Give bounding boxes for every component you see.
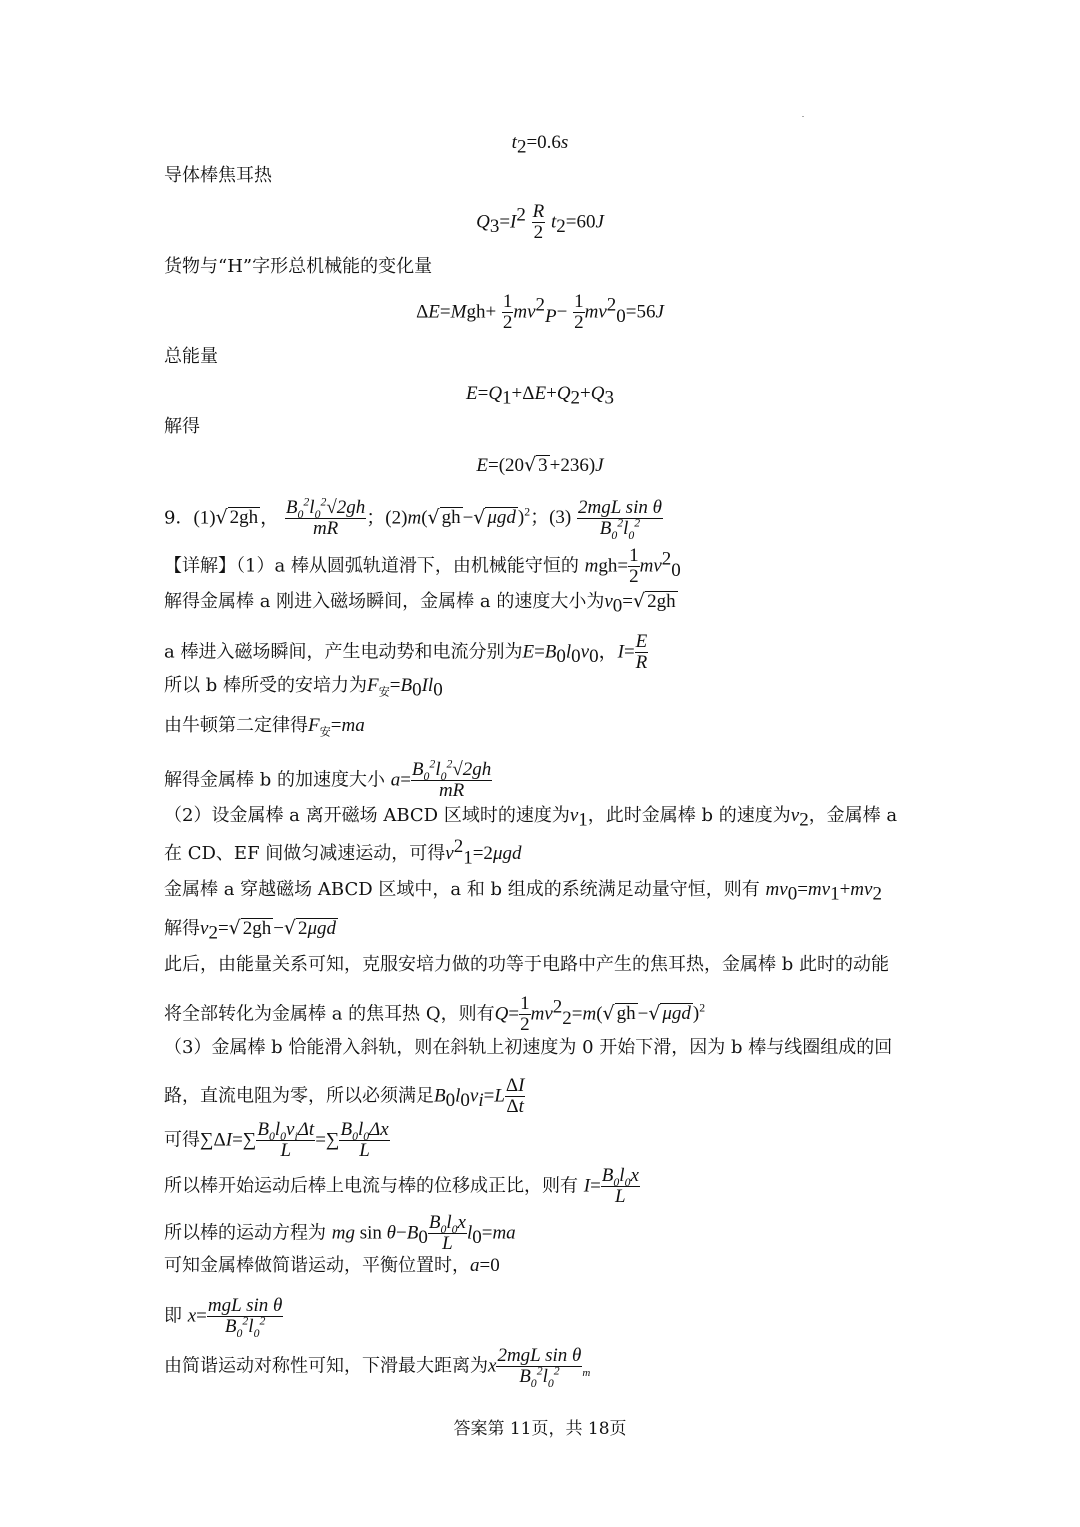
detail-part3-line8: 由简谐运动对称性可知，下滑最大距离为x $\frac{\text{2mgL sin θ}}{B_0^2l_0^2}$ $_m$ [164,1345,591,1390]
heading-total-energy: 总能量 [164,346,218,367]
scan-mark [802,116,804,117]
detail-part1-line4: 所以 b 棒所受的安培力为$F_安=B_0Il_0$ [164,675,443,701]
detail-part1-line3: a 棒进入磁场瞬间，产生电动势和电流分别为$E=B_0l_0v_0$，I= $\frac{E}{R}$ [164,631,648,673]
detail-part1-line6: 解得金属棒 b 的加速度大小 a= $\frac{B_0^2l_0^2√2gh}{mR}$ [164,757,492,801]
detail-part3-line1: （3）金属棒 b 恰能滑入斜轨，则在斜轨上初速度为 0 开始下滑，因为 b 棒与线圈组成的回 [164,1037,893,1058]
detail-part2-line2: 在 CD、EF 间做匀减速运动，可得$v^2_1=2\mu gd$ [164,836,522,869]
heading-joule-heat: 导体棒焦耳热 [164,165,272,186]
detail-part3-line6: 可知金属棒做简谐运动，平衡位置时，a=0 [164,1255,500,1276]
page-footer: 答案第 11页，共 18页 [453,1419,627,1439]
detail-part2-line6: 将全部转化为金属棒 a 的焦耳热 Q，则有Q= $\frac{1}{2}$ $mv^2_2=m(√$ gh −√ μgd )$^2$ [164,993,706,1035]
detail-part3-line2: 路，直流电阻为零，所以必须满足$B_0l_0v_i=L$ $\frac{\Delta I}{\Delta t}$ [164,1075,525,1117]
detail-part2-line3: 金属棒 a 穿越磁场 ABCD 区域中，a 和 b 组成的系统满足动量守恒，则有 $mv_0=mv_1+mv_2$ [164,879,882,905]
equation-total-e: $E=Q_1+\Delta E+Q_2+Q_3$ [465,383,614,409]
detail-part1-line5: 由牛顿第二定律得$F_安=ma$ [164,715,365,739]
equation-e-result: E=(20√ 3 +236)J [476,454,604,476]
detail-part3-line3: 可得∑ΔI=∑ $\frac{B_0l_0v_i\Delta t}{L}$ =∑ $\frac{B_0l_0\Delta x}{L}$ [164,1119,389,1161]
equation-delta-e: ΔE=Mgh+ $\frac{1}{2}$ $mv^2_P-$ $\frac{1}{2}$ $mv^2_0=56J$ [416,291,664,333]
heading-solve: 解得 [164,416,200,437]
equation-t2: $t_2=0.6s$ [511,132,569,158]
heading-mechanical-energy: 货物与“H”字形总机械能的变化量 [164,256,433,277]
detail-part1-line1: 【详解】（1）a 棒从圆弧轨道滑下，由机械能守恒的 mgh= $\frac{1}{2}$ $mv^2_0$ [164,545,681,587]
detail-part2-line1: （2）设金属棒 a 离开磁场 ABCD 区域时的速度为$v_1$，此时金属棒 b 的速度为$v_2$，金属棒 a [164,805,898,831]
detail-part3-line7: 即 x= $\frac{\text{mgL sin θ}}{B_0^2l_0^2}$ [164,1295,283,1340]
detail-part3-line4: 所以棒开始运动后棒上电流与棒的位移成正比，则有 I= $\frac{B_0l_0x}{L}$ [164,1165,639,1207]
question-9-answers: 9．(1)√ 2gh ， $\frac{B_0^2l_0^2√2gh}{mR}$ ；(2)m(√ gh −√ μgd )$^2$；(3) $\frac{\text{2mgL sin θ}}{B_0^2l_0^2}$ [164,495,662,542]
detail-part1-line2: 解得金属棒 a 刚进入磁场瞬间，金属棒 a 的速度大小为$v_0=√$ 2gh [164,590,676,617]
equation-q3: $Q_3=I^2$ $\frac{R}{2}$ $t_2=60J$ [476,201,604,243]
detail-part2-line4: 解得$v_2=√$ 2gh −√ 2μgd [164,917,337,944]
detail-part2-line5: 此后，由能量关系可知，克服安培力做的功等于电路中产生的焦耳热，金属棒 b 此时的动能 [164,954,889,975]
detail-part3-line5: 所以棒的运动方程为 mg $\sin \theta-B_0$ $\frac{B_0l_0x}{L}$ $l_0=ma$ [164,1212,516,1254]
